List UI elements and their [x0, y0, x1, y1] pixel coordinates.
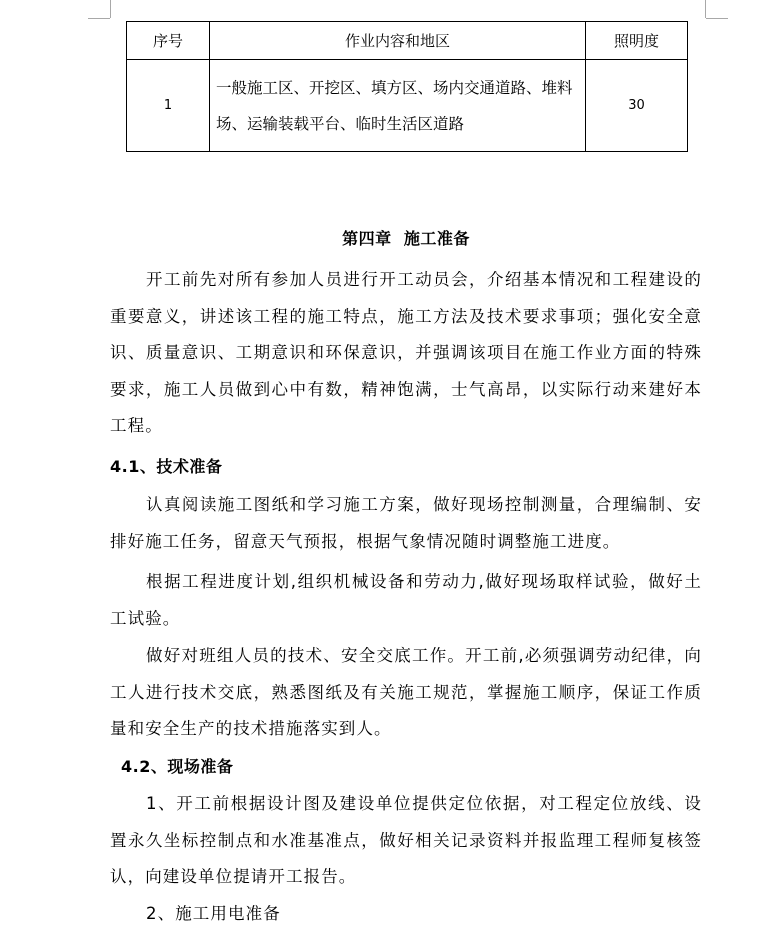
crop-mark-right-horizontal	[706, 18, 728, 19]
crop-mark-left-horizontal	[88, 18, 110, 19]
crop-mark-right	[705, 0, 706, 18]
table-header-cell: 作业内容和地区	[210, 22, 586, 60]
paragraph: 根据工程进度计划,组织机械设备和劳动力,做好现场取样试验，做好土工试验。	[110, 572, 702, 628]
table-header-cell: 照明度	[586, 22, 688, 60]
paragraph: 做好对班组人员的技术、安全交底工作。开工前,必须强调劳动纪律，向工人进行技术交底，熟悉图纸及有关施工规范，掌握施工顺序，保证工作质量和安全生产的技术措施落实到人。	[110, 646, 702, 739]
crop-mark-left	[110, 0, 111, 18]
section-heading-4-1: 4.1、技术准备	[110, 457, 223, 476]
table-header-row	[127, 22, 688, 60]
table-row	[127, 60, 688, 152]
chapter-title: 第四章 施工准备	[342, 229, 470, 248]
paragraph: 1、开工前根据设计图及建设单位提供定位依据，对工程定位放线、设置永久坐标控制点和水准基准点，做好相关记录资料并报监理工程师复核签认，向建设单位提请开工报告。	[110, 794, 702, 887]
table-cell-lux: 30	[586, 60, 688, 152]
paragraph: 认真阅读施工图纸和学习施工方案，做好现场控制测量，合理编制、安排好施工任务，留意天气预报，根据气象情况随时调整施工进度。	[110, 495, 702, 551]
illumination-table	[126, 21, 688, 152]
paragraph: 2、施工用电准备	[146, 904, 281, 923]
table-cell-content: 一般施工区、开挖区、填方区、场内交通道路、堆料场、运输装载平台、临时生活区道路	[210, 60, 586, 152]
table-header-cell: 序号	[127, 22, 210, 60]
section-heading-4-2: 4.2、现场准备	[121, 757, 234, 776]
intro-paragraph: 开工前先对所有参加人员进行开工动员会，介绍基本情况和工程建设的重要意义，讲述该工程的施工特点，施工方法及技术要求事项；强化安全意识、质量意识、工期意识和环保意识，并强调该项目在施工作业方面的特殊要求，施工人员做到心中有数，精神饱满，士气高昂，以实际行动来建好本工程。	[110, 270, 702, 436]
table-cell-no: 1	[127, 60, 210, 152]
